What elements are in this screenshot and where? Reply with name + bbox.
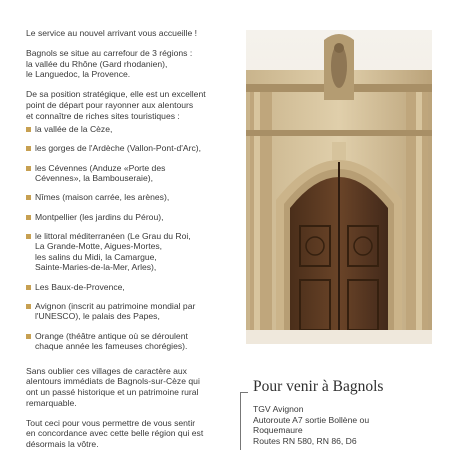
door-photo xyxy=(246,30,432,344)
title-rule-vertical xyxy=(240,392,241,450)
text-line: Orange (théâtre antique où se déroulent xyxy=(35,330,188,341)
bullet-square-icon xyxy=(26,195,31,200)
list-item xyxy=(26,143,224,154)
location-paragraph xyxy=(26,48,224,80)
bullet-square-icon xyxy=(26,285,31,290)
closing-paragraph xyxy=(26,418,224,450)
text-line: Nîmes (maison carrée, les arènes), xyxy=(35,192,170,203)
text-line: l'UNESCO), le palais des Papes, xyxy=(35,311,160,322)
bullet-square-icon xyxy=(26,146,31,151)
text-line: la vallée du Rhône (Gard rhodanien), xyxy=(26,58,168,69)
list-item xyxy=(26,192,224,203)
text-line: la vallée de la Cèze, xyxy=(35,124,113,135)
text-line: Bagnols se situe au carrefour de 3 régions : xyxy=(26,48,193,59)
text-line: point de départ pour rayonner aux alentours xyxy=(26,99,194,110)
list-item xyxy=(26,301,224,322)
text-line: TGV Avignon xyxy=(253,404,304,414)
text-line: le littoral méditerranéen (Le Grau du Roi, xyxy=(35,230,191,241)
list-item xyxy=(26,231,224,273)
text-line: le Languedoc, la Provence. xyxy=(26,69,131,80)
villages-paragraph xyxy=(26,366,224,408)
sites-list xyxy=(26,124,224,352)
bullet-square-icon xyxy=(26,304,31,309)
text-line: Autoroute A7 sortie Bollène ou xyxy=(253,414,370,425)
text-line: Sans oublier ces villages de caractère aux xyxy=(26,365,187,376)
list-item xyxy=(26,212,224,223)
text-line: Montpellier (les jardins du Pérou), xyxy=(35,211,164,222)
bullet-square-icon xyxy=(26,234,31,239)
list-item xyxy=(26,163,224,184)
text-line: Roquemaure xyxy=(253,425,303,436)
text-line: ont un passé historique et un patrimoine rural xyxy=(26,387,199,397)
title-rule xyxy=(240,392,248,393)
directions-title: Pour venir à Bagnols xyxy=(253,378,384,395)
intro-text: Le service au nouvel arrivant vous accueille ! xyxy=(26,28,198,38)
list-item xyxy=(26,331,224,352)
text-line: De sa position stratégique, elle est un excellent xyxy=(26,89,206,100)
text-line: Avignon (inscrit au patrimoine mondial par xyxy=(35,300,196,311)
bullet-square-icon xyxy=(26,334,31,339)
text-line: désormais la vôtre. xyxy=(26,438,99,449)
text-line: en concordance avec cette belle région qui est xyxy=(26,428,204,439)
list-item xyxy=(26,282,224,293)
strategic-paragraph xyxy=(26,89,224,121)
text-line: remarquable. xyxy=(26,397,77,408)
text-line: les Cévennes (Anduze «Porte des xyxy=(35,162,166,173)
text-line: Routes RN 580, RN 86, D6 xyxy=(253,435,357,446)
text-line: La Grande-Motte, Aigues-Mortes, xyxy=(35,241,163,252)
directions-block xyxy=(253,404,439,446)
baroque-door-illustration xyxy=(246,30,432,344)
text-line: Tout ceci pour vous permettre de vous sentir xyxy=(26,417,196,428)
bullet-square-icon xyxy=(26,166,31,171)
text-line: les salins du Midi, la Camargue, xyxy=(35,251,157,262)
text-line: et connaître de riches sites touristiques : xyxy=(26,110,180,121)
text-line: chaque année les fameuses chorégies). xyxy=(35,341,188,352)
left-column xyxy=(26,28,224,459)
list-item xyxy=(26,124,224,135)
text-line: Les Baux-de-Provence, xyxy=(35,281,125,292)
text-line: Cévennes», la Bambouseraie), xyxy=(35,173,153,184)
bullet-square-icon xyxy=(26,215,31,220)
text-line: alentours immédiats de Bagnols-sur-Cèze qui xyxy=(26,376,200,387)
bullet-square-icon xyxy=(26,127,31,132)
text-line: Sainte-Maries-de-la-Mer, Arles), xyxy=(35,262,157,273)
text-line: les gorges de l'Ardèche (Vallon-Pont-d'Arc), xyxy=(35,143,202,154)
